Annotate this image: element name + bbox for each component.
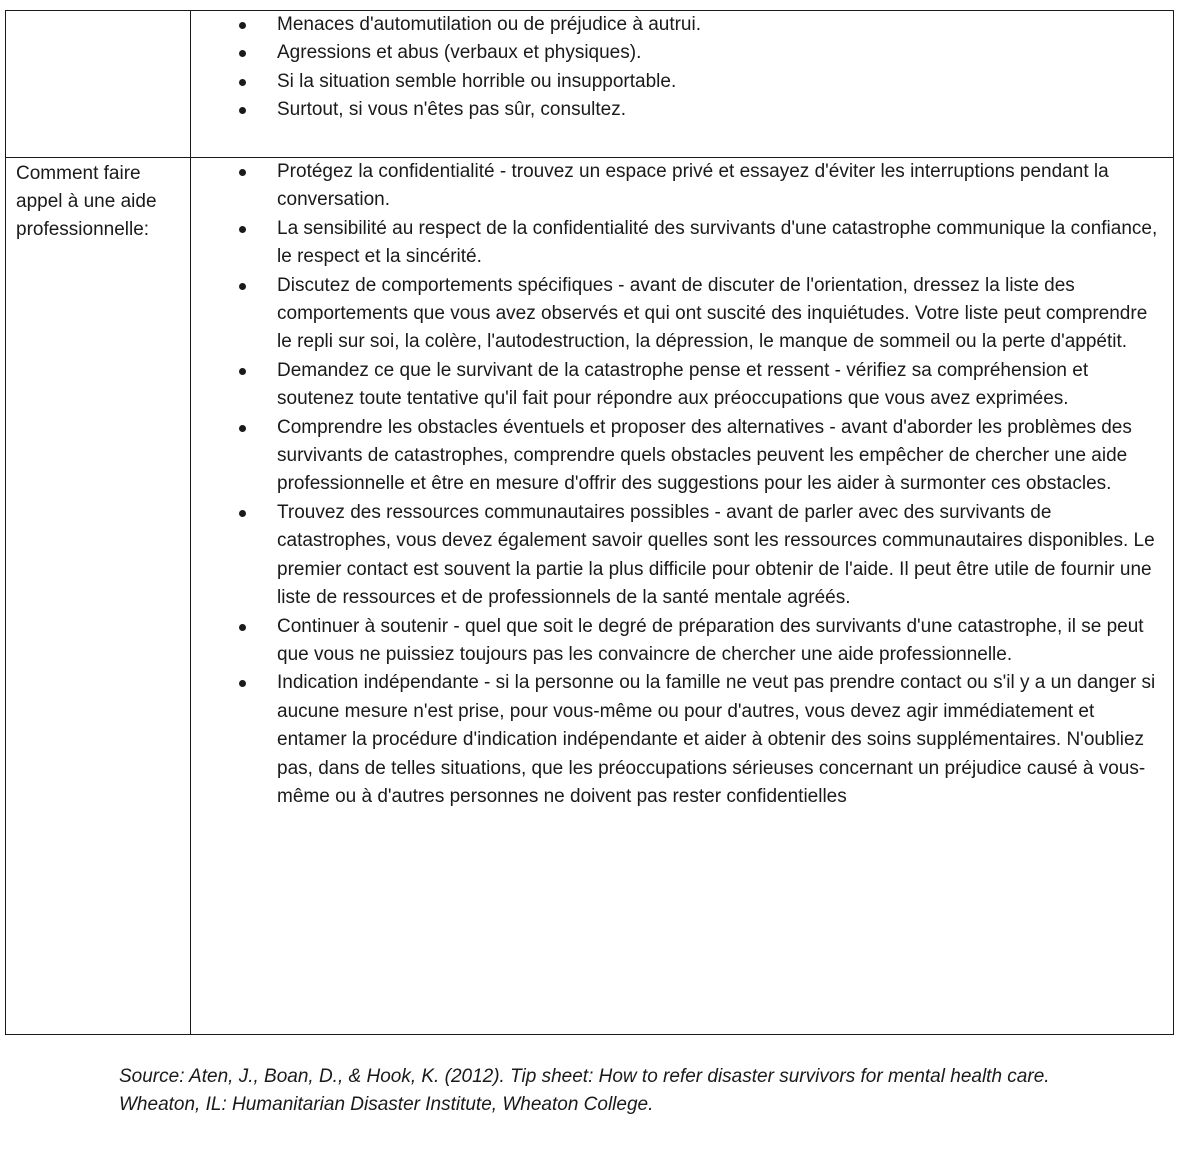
list-item [191,96,1173,124]
list-item-text: La sensibilité au respect de la confidentialité des survivants d'une catastrophe communique la confiance, le respect et la sincérité. [277,217,1158,268]
list-item-text: Indication indépendante - si la personne ou la famille ne veut pas prendre contact ou s'il y a un danger si aucune mesure n'est prise, pour vous-même ou pour d'autres, vous devez agir immédiatement et entamer la procédure d'indication indépendante et aider à obtenir des soins supplémentaires. N'oubliez pas, dans de telles situations, que les préoccupations sérieuses concernant un préjudice causé à vous-même ou à d'autres personnes ne doivent pas rester confidentielles [277,672,1156,807]
list-item [191,499,1173,613]
source-citation: Source: Aten, J., Boan, D., & Hook, K. (2012). Tip sheet: How to refer disaster survivors for mental health care. Wheaton, IL: Humanitarian Disaster Institute, Wheaton College. [119,1066,1050,1115]
list-item-text: Discutez de comportements spécifiques - avant de discuter de l'orientation, dressez la liste des comportements que vous avez observés et qui ont suscité des inquiétudes. Votre liste peut comprendre le repli sur soi, la colère, l'autodestruction, la dépression, le manque de sommeil ou la perte d'appétit. [277,274,1148,353]
list-item-text: Comprendre les obstacles éventuels et proposer des alternatives - avant d'aborder les problèmes des survivants de catastrophes, comprendre quels obstacles peuvent les empêcher de chercher une aide professionnelle et être en mesure d'offrir des suggestions pour les aider à surmonter ces obstacles. [277,416,1132,495]
list-item [191,11,1173,39]
content-table [5,10,1174,1035]
list-item [191,272,1173,357]
list-item-text: Protégez la confidentialité - trouvez un espace privé et essayez d'éviter les interruptions pendant la conversation. [277,161,1109,211]
list-item [191,357,1173,414]
bullet-icon [239,79,246,86]
label-cell-empty [6,11,191,158]
list-item-text: Agressions et abus (verbaux et physiques). [277,42,642,64]
table-row-warning-signs [6,11,1174,158]
bullet-icon [239,226,246,233]
list-item-text: Si la situation semble horrible ou insupportable. [277,70,677,92]
list-item-text: Continuer à soutenir - quel que soit le degré de préparation des survivants d'une catastrophe, il se peut que vous ne puissiez toujours pas les convaincre de chercher une aide professionnelle. [277,615,1144,665]
bullet-icon [239,107,246,114]
bullet-icon [239,169,246,176]
row-label [6,11,190,13]
content-cell-professional-help [191,158,1174,1035]
table-row-professional-help [6,158,1174,1035]
list-item [191,39,1173,67]
content-cell-warning-signs [191,11,1174,158]
list-item [191,669,1173,811]
list-item [191,613,1173,670]
bullet-icon [239,368,246,375]
bullet-icon [239,22,246,29]
list-item [191,215,1173,272]
bullet-icon [239,510,246,517]
list-item-text: Surtout, si vous n'êtes pas sûr, consultez. [277,99,626,121]
bullet-icon [239,680,246,687]
list-item [191,414,1173,499]
bullet-icon [239,425,246,432]
list-item-text: Trouvez des ressources communautaires possibles - avant de parler avec des survivants de catastrophes, vous devez également savoir quelles sont les ressources communautaires disponibles. Le premier contact est souvent la partie la plus difficile pour obtenir de l'aide. Il peut être utile de fournir une liste de ressources et de professionnels de la santé mentale agréés. [277,501,1155,609]
bullet-icon [239,624,246,631]
bullet-icon [239,50,246,57]
bullet-icon [239,283,246,290]
list-item-text: Menaces d'automutilation ou de préjudice à autrui. [277,14,702,35]
row-label: Comment faire appel à une aide professionnelle: [16,163,157,240]
list-item [191,68,1173,96]
bullet-list-warning-signs [191,11,1173,125]
list-item [191,158,1173,215]
bullet-list-professional-help [191,158,1173,811]
label-cell-professional-help [6,158,191,1035]
list-item-text: Demandez ce que le survivant de la catastrophe pense et ressent - vérifiez sa compréhension et soutenez toute tentative qu'il fait pour répondre aux préoccupations que vous avez exprimées. [277,359,1089,410]
